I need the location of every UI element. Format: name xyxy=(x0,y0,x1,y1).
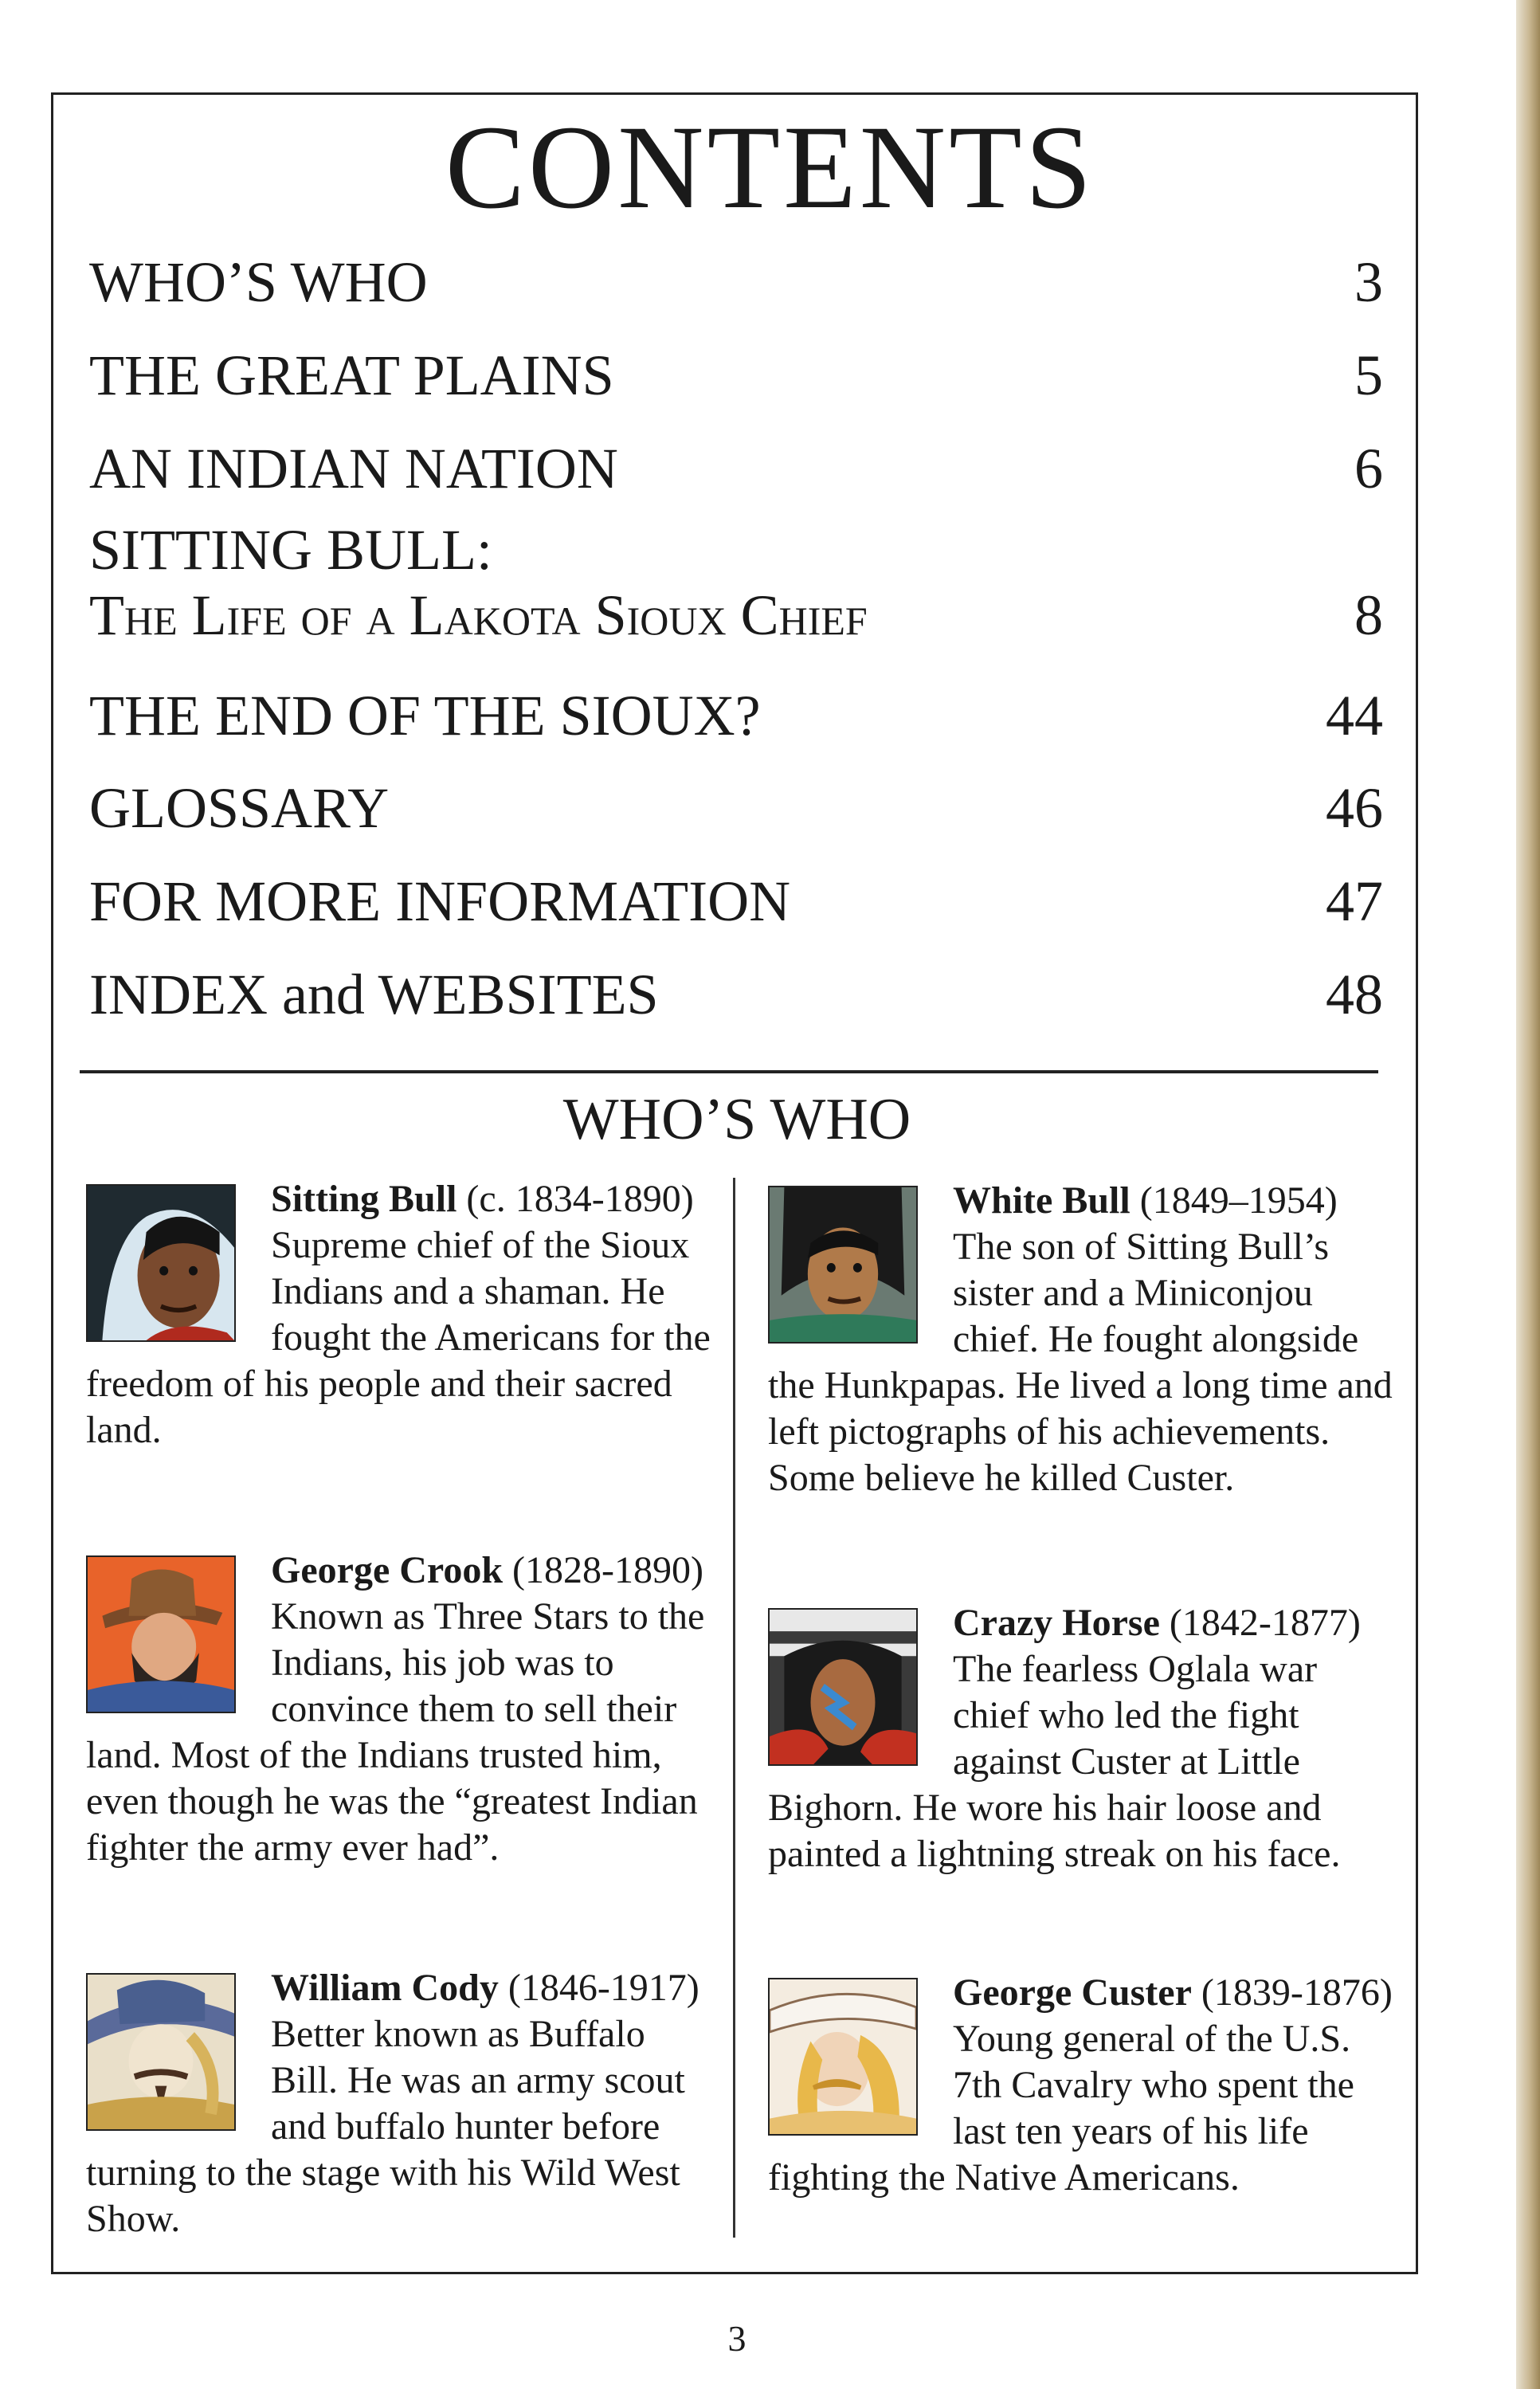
contents-title: CONTENTS xyxy=(445,101,1095,233)
person-name: Crazy Horse xyxy=(953,1602,1160,1644)
person-details: (1839-1876) Young general of the U.S. 7th Cavalry who spent the last ten years of his life fighting the Native Americans. xyxy=(768,1971,1393,2199)
person-name: Sitting Bull xyxy=(271,1178,457,1220)
bio-white-bull xyxy=(768,1178,1397,1501)
toc-entry-sitting-bull[interactable] xyxy=(89,518,1383,647)
toc-entry-title: INDEX and WEBSITES xyxy=(89,963,659,1026)
person-details: (c. 1834-1890) Supreme chief of the Sioux Indians and a shaman. He fought the Americans for the freedom of his people and their sacred land. xyxy=(86,1178,711,1451)
toc-entry-title: WHO’S WHO xyxy=(89,250,428,314)
toc-entry-title: AN INDIAN NATION xyxy=(89,437,618,500)
toc-entry-index-websites[interactable] xyxy=(89,963,1383,1026)
toc-entry-end-of-sioux[interactable] xyxy=(89,684,1383,747)
toc-entry-subtitle: The Life of a Lakota Sioux Chief xyxy=(89,583,868,647)
column-divider xyxy=(733,1178,735,2238)
toc-entry-title: GLOSSARY xyxy=(89,776,390,840)
sitting-bull-portrait-icon xyxy=(86,1184,236,1342)
george-crook-portrait-icon xyxy=(86,1555,236,1713)
person-details: (1828-1890) Known as Three Stars to the Indians, his job was to convince them to sell their land. Most of the Indians trusted him, even though he was the “greatest Indian fighter the army ever had”. xyxy=(86,1549,705,1869)
toc-entry-great-plains[interactable] xyxy=(89,343,1383,407)
toc-entry-title: FOR MORE INFORMATION xyxy=(89,869,791,933)
bio-sitting-bull xyxy=(86,1176,715,1453)
person-details: (1849–1954) The son of Sitting Bull’s sister and a Miniconjou chief. He fought alongside the Hunkpapas. He lived a long time and left pictographs of his achievements. Some believe he killed Custer. xyxy=(768,1179,1393,1499)
toc-entry-page: 8 xyxy=(1354,583,1383,647)
toc-entry-title: SITTING BULL: xyxy=(89,518,492,582)
toc-entry-page: 5 xyxy=(1354,343,1383,407)
person-details: (1846-1917) Better known as Buffalo Bill. He was an army scout and buffalo hunter before turning to the stage with his Wild West Show. xyxy=(86,1967,699,2240)
toc-entry-page: 47 xyxy=(1326,869,1383,933)
toc-entry-more-information[interactable] xyxy=(89,869,1383,933)
toc-entry-title: THE END OF THE SIOUX? xyxy=(89,684,761,747)
bio-george-crook xyxy=(86,1548,715,1871)
crazy-horse-portrait-icon xyxy=(768,1608,918,1766)
bio-crazy-horse xyxy=(768,1600,1397,1877)
toc-entry-page: 48 xyxy=(1326,963,1383,1026)
toc-entry-glossary[interactable] xyxy=(89,776,1383,840)
bio-william-cody xyxy=(86,1965,715,2242)
toc-entry-page: 6 xyxy=(1354,437,1383,500)
person-name: William Cody xyxy=(271,1967,499,2009)
bio-george-custer xyxy=(768,1970,1397,2201)
section-divider xyxy=(80,1070,1378,1073)
person-details: (1842-1877) The fearless Oglala war chief who led the fight against Custer at Little Bighorn. He wore his hair loose and painted a lightning streak on his face. xyxy=(768,1602,1361,1875)
toc-entry-page: 46 xyxy=(1326,776,1383,840)
page-edge xyxy=(1516,0,1540,2389)
toc-entry-page: 44 xyxy=(1326,684,1383,747)
page-number: 3 xyxy=(727,2318,746,2359)
person-name: George Custer xyxy=(953,1971,1192,2014)
toc-entry-title: THE GREAT PLAINS xyxy=(89,343,614,407)
toc-entry-page: 3 xyxy=(1354,250,1383,314)
whos-who-heading: WHO’S WHO xyxy=(562,1087,911,1152)
toc-entry-whos-who[interactable] xyxy=(89,250,1383,314)
person-name: White Bull xyxy=(953,1179,1131,1222)
george-custer-portrait-icon xyxy=(768,1978,918,2136)
white-bull-portrait-icon xyxy=(768,1186,918,1344)
william-cody-portrait-icon xyxy=(86,1973,236,2131)
toc-entry-indian-nation[interactable] xyxy=(89,437,1383,500)
person-name: George Crook xyxy=(271,1549,504,1591)
